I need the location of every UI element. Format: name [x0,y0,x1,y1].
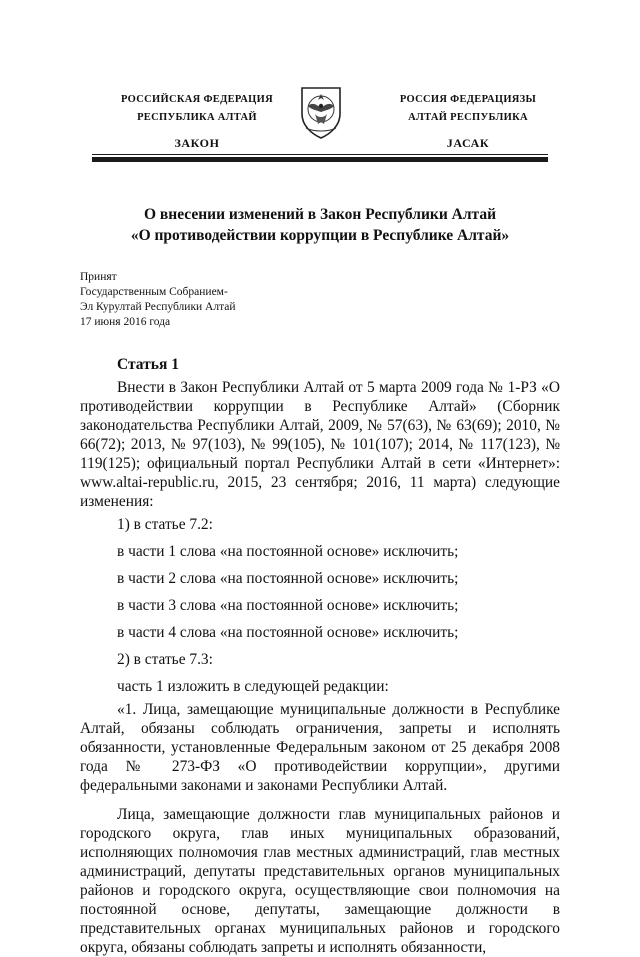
quoted-part-1: «1. Лица, замещающие муниципальные должности в Республике Алтай, обязаны соблюдать ограничения, запреты и исполнять обязанности, установленные Федеральным законом от 25 декабря 2008 года № 273-ФЗ «О противодействии коррупции», другими федеральными законами и законами Республики Алтай. [80,701,560,794]
adopted-date: 17 июня 2016 года [80,316,171,328]
item-2: 2) в статье 7.3: [117,651,213,668]
coat-of-arms-icon [296,84,346,140]
item-1-part-2: в части 2 слова «на постоянной основе» исключить; [117,570,459,587]
header-right-country: РОССИЯ ФЕДЕРАЦИЯЗЫ [399,94,537,105]
adopted-line-2: Государственным Собранием- [80,286,228,298]
header-right-law: ЈАСАК [446,136,490,150]
article-body [80,378,560,957]
item-1-part-4: в части 4 слова «на постоянной основе» исключить; [117,624,459,641]
title-line-2: «О противодействии коррупции в Республике Алтай» [130,227,510,244]
article-intro: Внести в Закон Республики Алтай от 5 марта 2009 года № 1-РЗ «О противодействии коррупции в Республике Алтай» (Сборник законодательства Республики Алтай, 2009, № 57(63), № 63(69); 2010, № 66(72); 2013, № 97(103), № 99(105), № 101(107); 2014, № 117(123), № 119(125); официальный портал Республики Алтай в сети «Интернет»: www.altai-republic.ru, 2015, 23 сентября; 2016, 11 марта) следующие изменения: [80,379,560,510]
header-divider [92,157,548,162]
quoted-paragraph-2: Лица, замещающие должности глав муниципальных районов и городского округа, глав иных муниципальных образований, исполняющих полномочия глав местных администраций, глав местных администраций, депутаты представительных органов муниципальных районов и городского округа, осуществляющие свои полномочия на постоянной основе, депутаты, замещающие должности в представительных органах муниципальных районов и городского округа, обязаны соблюдать запреты и исполнять обязанности, [80,806,560,956]
item-2-part-1: часть 1 изложить в следующей редакции: [117,678,389,695]
adoption-block [80,270,236,330]
header-right-republic: АЛТАЙ РЕСПУБЛИКА [408,112,528,123]
adopted-line-1: Принят [80,271,117,283]
item-1: 1) в статье 7.2: [117,516,213,533]
header-right [368,92,568,150]
item-1-part-3: в части 3 слова «на постоянной основе» исключить; [117,597,459,614]
title-line-1: О внесении изменений в Закон Республики Алтай [143,206,497,223]
header-left-republic: РЕСПУБЛИКА АЛТАЙ [137,112,257,123]
document-title [80,204,560,246]
header-left [97,92,297,150]
header-left-country: РОССИЙСКАЯ ФЕДЕРАЦИЯ [121,94,273,105]
header-left-law: ЗАКОН [174,136,220,150]
article-heading: Статья 1 [117,356,179,373]
item-1-part-1: в части 1 слова «на постоянной основе» исключить; [117,543,459,560]
adopted-line-3: Эл Курултай Республики Алтай [80,301,236,313]
